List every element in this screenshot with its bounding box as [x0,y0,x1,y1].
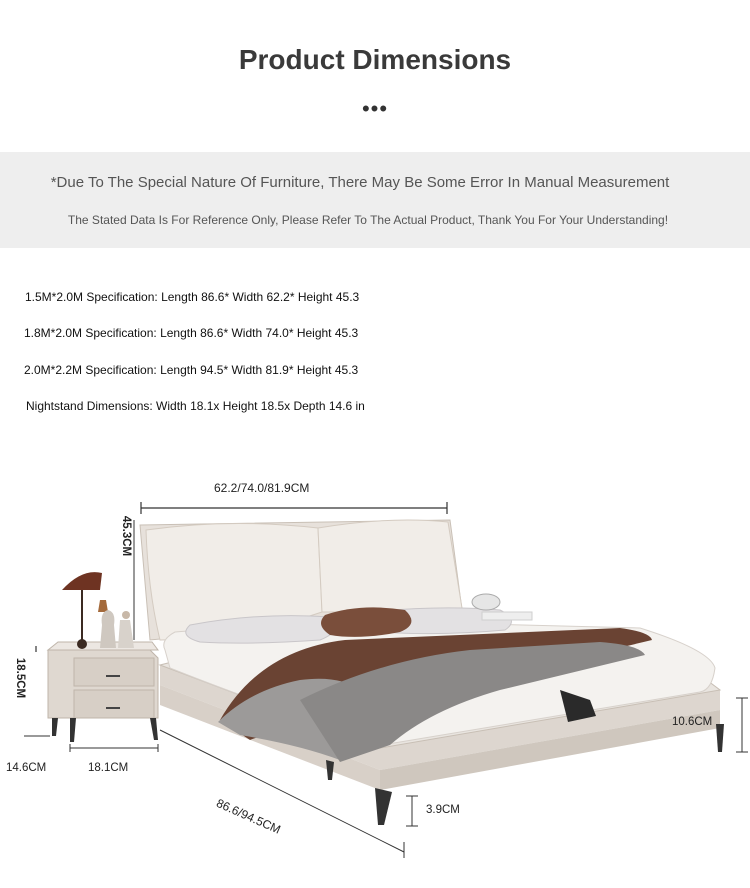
nightstand [48,642,158,742]
nightstand-width-marker [70,744,158,752]
spec-line-2: 1.8M*2.0M Specification: Length 86.6* Width 74.0* Height 45.3 [24,326,359,340]
notice-banner [0,152,750,248]
bed-width-dimension-line [141,502,447,514]
nightstand-depth-label: 14.6CM [6,762,47,774]
page-title: Product Dimensions [238,44,512,75]
bed-length-label: 86.6/94.5CM [214,796,283,837]
frame-height-label: 10.6CM [672,716,713,728]
spec-line-1: 1.5M*2.0M Specification: Length 86.6* Width 62.2* Height 45.3 [25,290,360,304]
nightstand-height-label: 18.5CM [14,657,26,699]
leg-height-label: 3.9CM [426,804,460,816]
nightstand-width-label: 18.1CM [88,762,129,774]
bed-width-label: 62.2/74.0/81.9CM [214,481,310,495]
title-dots: ••• [361,96,389,121]
spec-line-nightstand: Nightstand Dimensions: Width 18.1x Height 18.5x Depth 14.6 in [26,399,365,413]
notice-line-1: *Due To The Special Nature Of Furniture, There May Be Some Error In Manual Measurement [50,174,670,191]
frame-height-marker [736,698,748,752]
product-illustration [0,460,750,888]
bed-height-label: 45.3CM [120,515,132,557]
spec-line-3: 2.0M*2.2M Specification: Length 94.5* Width 81.9* Height 45.3 [24,363,359,377]
leg-height-marker [406,796,418,826]
notice-line-2: The Stated Data Is For Reference Only, Please Refer To The Actual Product, Thank You For Your Understanding! [67,213,669,227]
